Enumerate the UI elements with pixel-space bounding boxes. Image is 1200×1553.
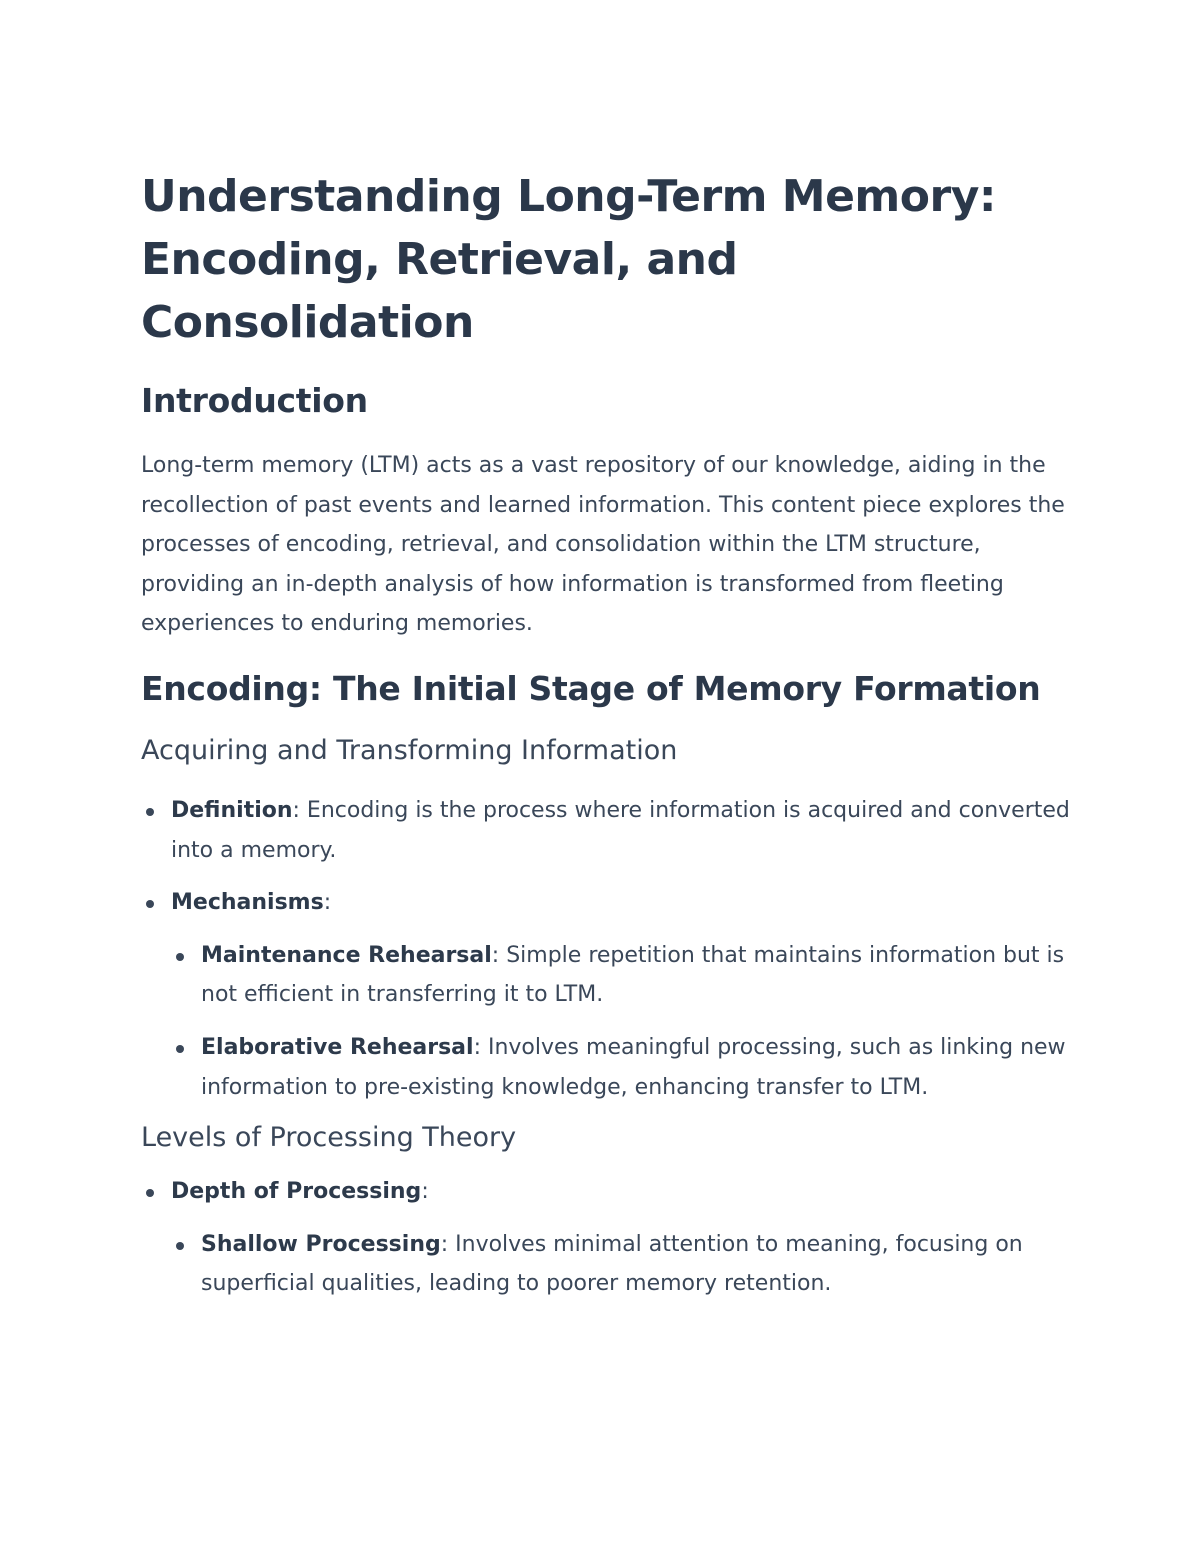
elaborative-rehearsal-text: : Involves meaningful processing, such as linking new information to pre-existing knowledge, enhancing transfer to LTM. xyxy=(201,1034,1066,1100)
mechanisms-text: : xyxy=(323,890,332,916)
depth-of-processing-text: : xyxy=(421,1179,429,1205)
bullet-icon xyxy=(176,1045,184,1053)
page-title xyxy=(141,165,1071,354)
list-item-maintenance-rehearsal xyxy=(201,936,1071,1015)
list-item-depth-of-processing xyxy=(171,1172,1071,1304)
list-item-shallow-processing xyxy=(201,1225,1071,1304)
maintenance-rehearsal-term: Maintenance Rehearsal xyxy=(201,942,492,968)
acquiring-heading: Acquiring and Transforming Information xyxy=(141,734,678,766)
shallow-processing-term: Shallow Processing xyxy=(201,1231,441,1257)
definition-text: : Encoding is the process where information is acquired and converted into a memory. xyxy=(171,797,1070,863)
bullet-icon xyxy=(176,1242,184,1250)
acquiring-list xyxy=(141,791,1071,1107)
bullet-icon xyxy=(176,953,184,961)
bullet-icon xyxy=(146,1189,154,1197)
definition-term: Definition xyxy=(171,797,293,823)
maintenance-rehearsal-text: : Simple repetition that maintains information but is not efficient in transferring it to LTM. xyxy=(201,942,1065,1008)
list-item-elaborative-rehearsal xyxy=(201,1028,1071,1107)
bullet-icon xyxy=(146,900,154,908)
list-item-definition xyxy=(171,791,1071,870)
list-item-mechanisms xyxy=(171,883,1071,1107)
shallow-processing-text: : Involves minimal attention to meaning, focusing on superficial qualities, leading to poorer memory retention. xyxy=(201,1231,1023,1297)
page-title-line-2: Encoding, Retrieval, and Consolidation xyxy=(141,234,738,348)
introduction-heading: Introduction xyxy=(141,381,368,420)
encoding-heading: Encoding: The Initial Stage of Memory Formation xyxy=(141,668,1041,708)
bullet-icon xyxy=(146,808,154,816)
mechanisms-sublist xyxy=(171,936,1071,1107)
depth-sublist xyxy=(171,1225,1071,1304)
elaborative-rehearsal-term: Elaborative Rehearsal xyxy=(201,1034,474,1060)
introduction-paragraph: Long-term memory (LTM) acts as a vast repository of our knowledge, aiding in the recollection of past events and learned information. This content piece explores the processes of encoding, retrieval, and consolidation within the LTM structure, providing an in-depth analysis of how information is transformed from fleeting experiences to enduring memories. xyxy=(141,453,1065,637)
page-title-line-1: Understanding Long-Term Memory: xyxy=(141,171,996,222)
document-page xyxy=(141,165,1071,1304)
depth-of-processing-term: Depth of Processing xyxy=(171,1179,422,1205)
mechanisms-term: Mechanisms xyxy=(171,890,324,916)
levels-list xyxy=(141,1172,1071,1304)
levels-of-processing-heading: Levels of Processing Theory xyxy=(141,1122,517,1154)
